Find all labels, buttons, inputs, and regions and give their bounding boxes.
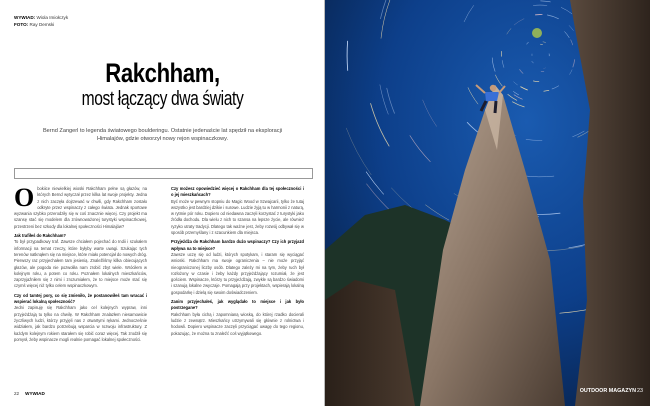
page-number-left: 22 [14, 391, 20, 396]
right-page-photo [325, 0, 650, 406]
pull-quote-box [14, 168, 313, 179]
answer: Jedni zapisuję się Rakchham jako cel kolejnych wypraw, inni przyjeżdżają tu tylko na chwilę. W Rakchham znalazłem niesamowicie życzliwych ludzi, którzy przyjęli nas z otwartymi rękami. Jednocześnie widziałem, jak bardzo potrzebują wsparcia w rozwoju infrastruktury. Z każdym kolejnym rokiem starałem się robić coraz więcej. Tak zrodził się pomysł, żeby wspinacze mogli realnie pomagać lokalnej społeczności. [14, 305, 147, 342]
page-number-right: 23 [637, 388, 643, 394]
article-title-line1: Rakchham, [105, 58, 220, 88]
photo-credit-label: FOTO: [14, 22, 29, 27]
text-column-1 [14, 183, 147, 346]
question: Przyjeżdża do Rakchham bardzo dużo wspinaczy? Czy ich przyjazd wpływa na to miejsce? [171, 239, 304, 251]
article-title-line2: most łączący dwa światy [81, 88, 244, 110]
climber-star-trails-photo [325, 0, 650, 406]
footer-left [14, 391, 45, 396]
dropcap: O [14, 183, 35, 212]
answer: Zawsze uczę się od ludzi, których spotykam, i staram się wyciągać wnioski. Rakchham ma swoje ograniczenia – nie może przyjąć nieograniczonej liczby osób. Dlatego zależy mi na tym, żeby ruch był rozłożony w czasie i żeby każdy przyjeżdżający rozumiał, że jest gościem. Wspinacze, którzy tu przyjeżdżają, zwykle są bardzo świadomi i szanują lokalne zwyczaje. Pomagają przy projektach, wspierają lokalną gospodarkę i dzielą się swoim doświadczeniem. [171, 251, 304, 295]
intro-text: bokiice niewielkiej wioski Rakchham pełne są głazów, na których Bernd wytyczał przez kilka lat swoje projekty. Jedna z nich zaczęła dojrzewać w chwili, gdy Rakchham zostało odkryte przez wspinaczy z całego świata. Jednak sportowe wyzwania szybko przerodziły się w coś znacznie więcej. Czy projekt ma szansę stać się modelem dla zrównoważonej turystyki wspinaczkowej, przestrzeni bez szkody dla lokalnej społeczności Himalajów? [14, 186, 147, 229]
question: Czy możesz opowiedzieć więcej o Rakchham dla tej społeczności i o jej mieszkańcach? [171, 186, 304, 198]
magazine-name: OUTDOOR MAGAZYN [579, 388, 636, 394]
question: Jak trafiłeś do Rakchham? [14, 233, 66, 239]
answer: Być może w pewnym stopniu do Magic Wood w Szwajcarii, tylko że tutaj wszystko jest bardziej dzikie i surowe. Ludzie żyją tu w harmonii z naturą, w rytmie pór roku. Dopiero od niedawna zaczęli korzystać z turystyki jako źródła dochodu. Dla wielu z nich to szansa na lepsze życie, ale również ryzyko utraty tradycji. Dlatego tak ważne jest, żeby rozwój odbywał się w sposób przemyślany i z szacunkiem dla miejsca. [171, 198, 304, 236]
tree-on-cliff [532, 28, 542, 38]
answer: To był przypadkowy traf. Zawsze chciałem pojechać do Indii i szukałem informacji na temat rzeczy, które byłyby warte uwagi. Szukając tych terenów natknąłem się na miejsce, które miało potencjał do nowych dróg. Pierwszy raz przyjechałem tam jesienią. Znaleźliśmy kilka obiecujących głazów, ale pogoda nie pozwoliła nam zrobić zbyt wiele. Wróciłem w kolejnym roku, a potem co roku. Poznałem lokalnych mieszkańców, zaprzyjaźniłem się z nimi i zrozumiałem, że to miejsce może stać się czymś więcej niż tylko celem wspinaczkowym. [14, 239, 147, 289]
text-column-2 [171, 186, 304, 340]
question: Zanim przyjechałeś, jak wyglądało to miejsce i jak było postrzegane? [171, 299, 304, 311]
question: Czy od tamtej pory, co się zmieniło, że postanowiłeś tam wracać i wspierać lokalną społeczność? [14, 292, 147, 305]
text-credit-author: Wiola Imiołczyk [36, 15, 69, 20]
section-label: WYWIAD [25, 391, 45, 396]
answer: Rakchham była cichą i zapomnianą wioską, do której rzadko docierali ludzie z zewnątrz. Mieszkańcy utrzymywali się głównie z rolnictwa i hodowli. Dopiero wspinacze zaczęli przyciągać uwagę do tego regionu, pokazując, że można tu znaleźć coś wyjątkowego. [171, 311, 304, 336]
credits [14, 14, 68, 28]
intro-paragraph [14, 183, 147, 230]
photo-credit-author: Ray Demski [29, 22, 55, 27]
article-lead: Bernd Zangerl to legenda światowego boulderingu. Ostatnie jedenaście lat spędził na eksploracji Himalajów, gdzie otworzył nowy rejon wspinaczkowy. [42, 128, 283, 142]
text-credit-label: WYWIAD: [14, 15, 36, 20]
